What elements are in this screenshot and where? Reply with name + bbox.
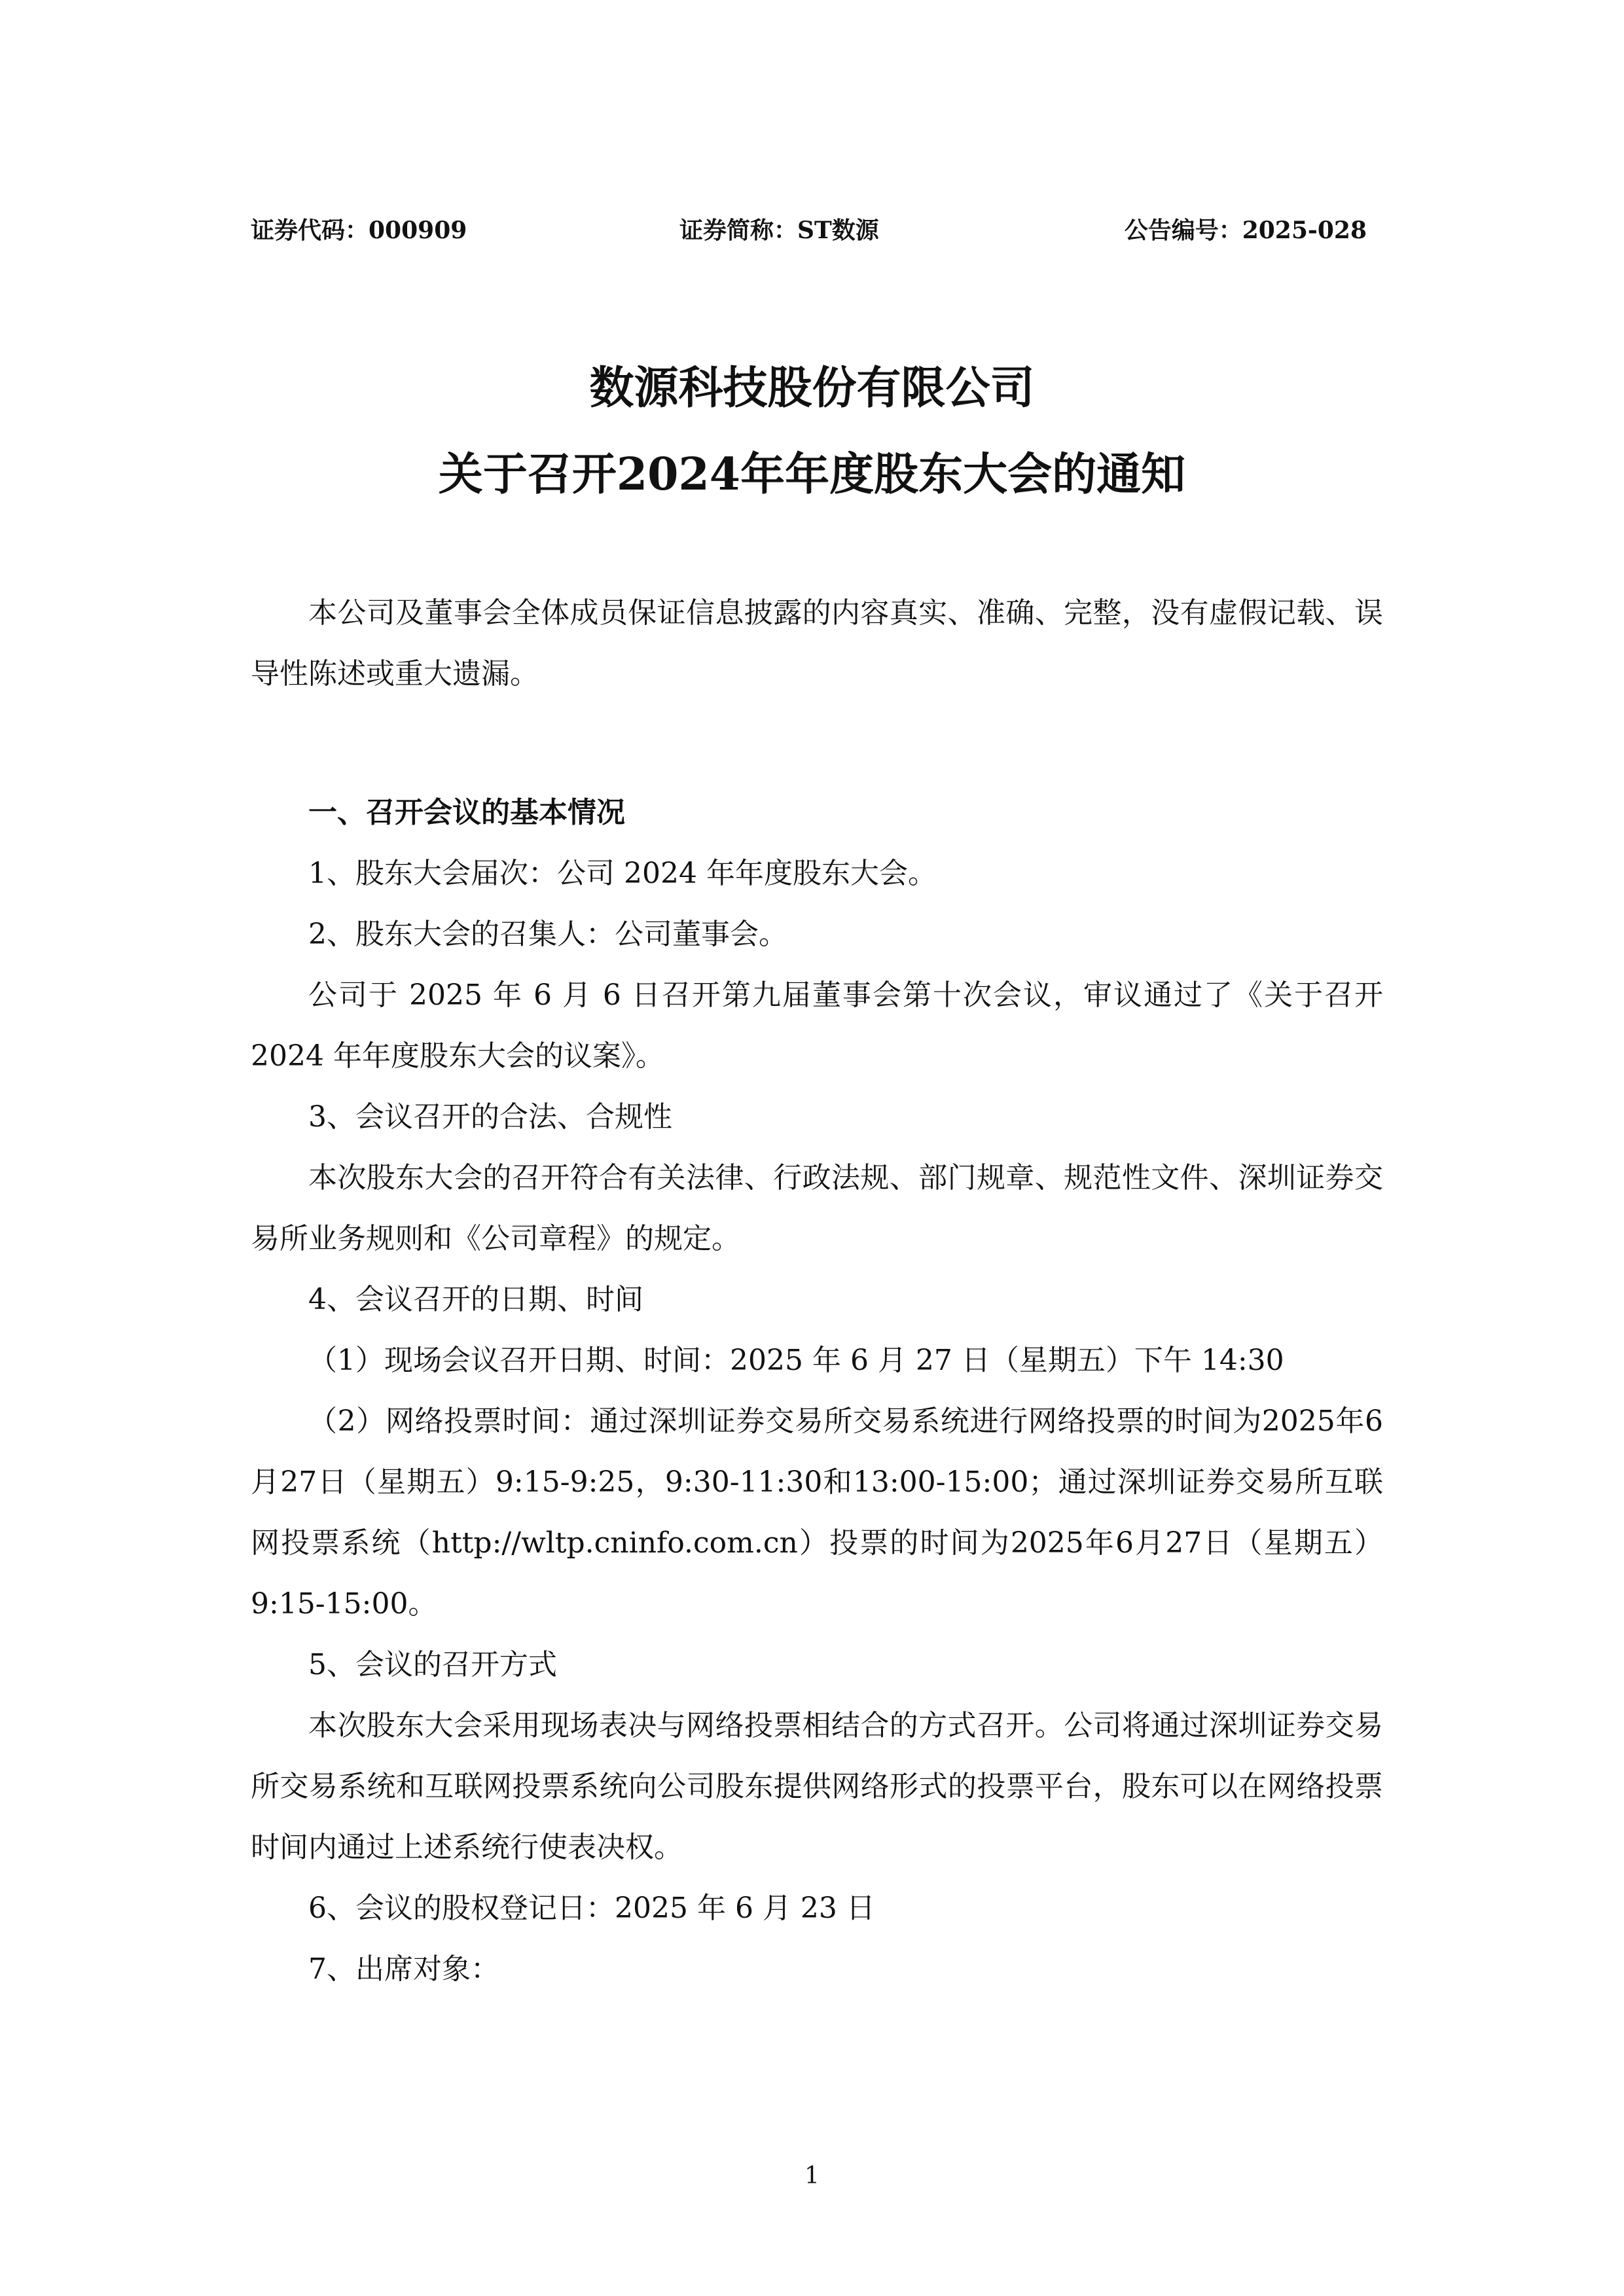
paragraph: 本次股东大会采用现场表决与网络投票相结合的方式召开。公司将通过深圳证券交易所交易系统和互联网投票系统向公司股东提供网络形式的投票平台，股东可以在网络投票时间内通过上述系统行使表决权。: [251, 1709, 1383, 1864]
paragraph: 7、出席对象：: [308, 1952, 499, 1986]
intro-section: [251, 583, 1383, 704]
paragraph: 公司于 2025 年 6 月 6 日召开第九届董事会第十次会议，审议通过了《关于召开 2024 年年度股东大会的议案》。: [251, 978, 1383, 1073]
intro-paragraph: 本公司及董事会全体成员保证信息披露的内容真实、准确、完整，没有虚假记载、误导性陈述或重大遗漏。: [251, 596, 1383, 691]
paragraph: 6、会议的股权登记日：2025 年 6 月 23 日: [308, 1892, 875, 1925]
document-header: [0, 211, 1624, 250]
paragraph: 4、会议召开的日期、时间: [308, 1283, 643, 1316]
company-title: 数源科技股份有限公司: [589, 362, 1035, 414]
security-code: 证券代码：000909: [251, 217, 467, 244]
notice-title: 关于召开2024年年度股东大会的通知: [438, 448, 1186, 501]
section-heading: 一、召开会议的基本情况: [308, 796, 625, 829]
paragraph: （2）网络投票时间：通过深圳证券交易所交易系统进行网络投票的时间为2025年6月27日（星期五）9:15-9:25，9:30-11:30和13:00-15:00；通过深圳证券交易所互联网投票系统（http://wltp.cninfo.com.cn）投票的时间为2025年6月27日（星期五）9:15-15:00。: [251, 1405, 1383, 1621]
paragraph: 3、会议召开的合法、合规性: [308, 1100, 672, 1134]
security-abbreviation: 证券简称：ST数源: [679, 217, 879, 244]
paragraph: 5、会议的召开方式: [308, 1648, 557, 1681]
notice-number: 公告编号：2025-028: [1124, 217, 1367, 244]
paragraph: （1）现场会议召开日期、时间：2025 年 6 月 27 日（星期五）下午 14:30: [308, 1344, 1284, 1377]
paragraph: 1、股东大会届次：公司 2024 年年度股东大会。: [308, 857, 937, 890]
page-number: 1: [804, 2162, 820, 2189]
paragraph: 2、股东大会的召集人：公司董事会。: [308, 918, 787, 951]
paragraph: 本次股东大会的召开符合有关法律、行政法规、部门规章、规范性文件、深圳证券交易所业务规则和《公司章程》的规定。: [251, 1161, 1383, 1255]
meeting-basic-info-section: [251, 782, 1383, 2000]
